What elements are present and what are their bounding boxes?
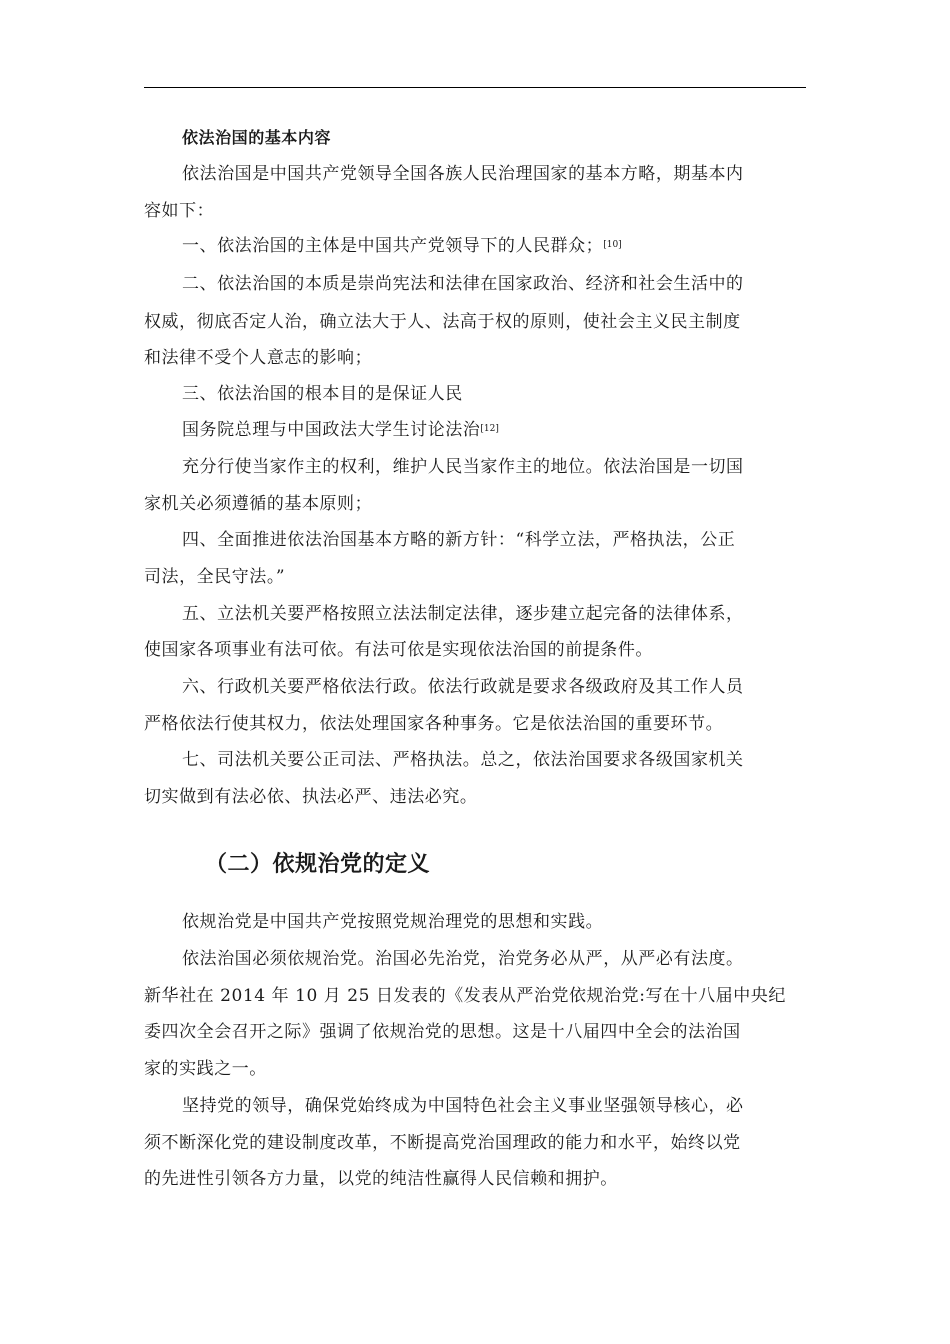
paragraph-line: 家的实践之一。 [144, 1059, 267, 1079]
section-title: 依法治国的基本内容 [182, 128, 331, 147]
paragraph-line: 依法治国是中国共产党领导全国各族人民治理国家的基本方略，期基本内 [182, 164, 744, 184]
paragraph-line: 五、立法机关要严格按照立法法制定法律，逐步建立起完备的法律体系， [182, 604, 744, 624]
paragraph-text: 一、依法治国的主体是中国共产党领导下的人民群众； [182, 236, 604, 256]
paragraph-line: 须不断深化党的建设制度改革，不断提高党治国理政的能力和水平，始终以党 [144, 1133, 741, 1153]
paragraph-line: 的先进性引领各方力量，以党的纯洁性赢得人民信赖和拥护。 [144, 1169, 618, 1189]
paragraph-line: 七、司法机关要公正司法、严格执法。总之，依法治国要求各级国家机关 [182, 750, 744, 770]
paragraph-line: 三、依法治国的根本目的是保证人民 [182, 384, 463, 404]
paragraph-line: 四、全面推进依法治国基本方略的新方针：“科学立法，严格执法，公正 [182, 530, 736, 550]
paragraph-line: 二、依法治国的本质是崇尚宪法和法律在国家政治、经济和社会生活中的 [182, 274, 744, 294]
paragraph-line: 容如下： [144, 201, 215, 221]
list-item-1 [182, 234, 622, 258]
paragraph-line: 依法治国必须依规治党。治国必先治党，治党务必从严，从严必有法度。 [182, 949, 744, 969]
section-heading: （二）依规治党的定义 [205, 852, 431, 877]
paragraph-line: 六、行政机关要严格依法行政。依法行政就是要求各级政府及其工作人员 [182, 677, 744, 697]
paragraph-line: 新华社在 2014 年 10 月 25 日发表的《发表从严治党依规治党:写在十八届中央纪 [144, 986, 786, 1006]
paragraph-line: 切实做到有法必依、执法必严、违法必究。 [144, 787, 478, 807]
paragraph-line: 充分行使当家作主的权利，维护人民当家作主的地位。依法治国是一切国 [182, 457, 744, 477]
paragraph-line: 使国家各项事业有法可依。有法可依是实现依法治国的前提条件。 [144, 640, 653, 660]
citation-ref: [12] [480, 424, 499, 434]
paragraph-line: 依规治党是中国共产党按照党规治理党的思想和实践。 [182, 912, 604, 932]
caption-text: 国务院总理与中国政法大学生讨论法治 [182, 420, 481, 440]
header-rule [144, 87, 806, 88]
paragraph-line: 权威，彻底否定人治，确立法大于人、法高于权的原则，使社会主义民主制度 [144, 312, 741, 332]
paragraph-line: 司法，全民守法。” [144, 567, 286, 587]
citation-ref: [10] [603, 240, 622, 250]
paragraph-line: 严格依法行使其权力，依法处理国家各种事务。它是依法治国的重要环节。 [144, 714, 724, 734]
figure-caption [182, 418, 499, 442]
paragraph-line: 和法律不受个人意志的影响； [144, 348, 373, 368]
paragraph-line: 委四次全会召开之际》强调了依规治党的思想。这是十八届四中全会的法治国 [144, 1022, 741, 1042]
paragraph-line: 家机关必须遵循的基本原则； [144, 494, 373, 514]
paragraph-line: 坚持党的领导，确保党始终成为中国特色社会主义事业坚强领导核心，必 [182, 1096, 744, 1116]
